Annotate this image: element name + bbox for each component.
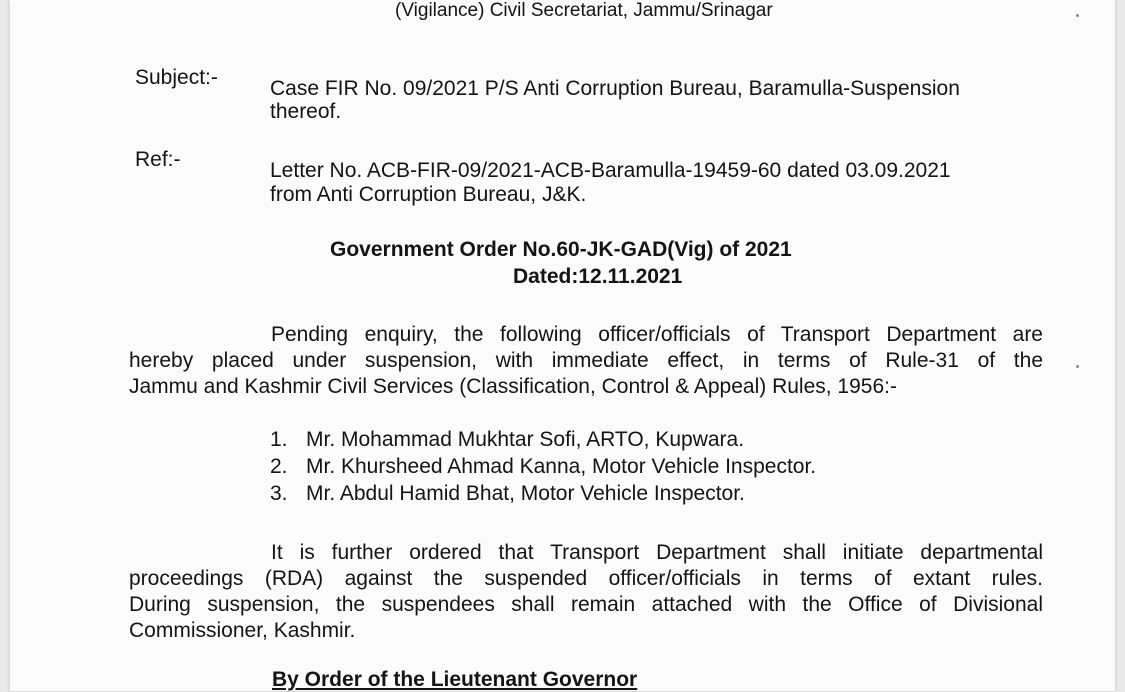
subject-text-line-1: Case FIR No. 09/2021 P/S Anti Corruption Bureau, Baramulla-Suspension	[270, 77, 960, 100]
list-item-number: 2.	[270, 455, 288, 478]
paragraph-line: proceedings (RDA) against the suspended officer/officials in terms of extant rules.	[129, 567, 1043, 590]
paragraph-line: Commissioner, Kashmir.	[129, 619, 356, 642]
list-item-number: 1.	[270, 428, 288, 451]
paragraph-line: It is further ordered that Transport Department shall initiate departmental	[271, 541, 1043, 564]
paragraph-line: During suspension, the suspendees shall remain attached with the Office of Divisional	[129, 593, 1043, 616]
list-item	[270, 426, 816, 453]
list-item	[270, 453, 816, 480]
officials-list	[270, 426, 816, 507]
list-item-text: Mr. Mohammad Mukhtar Sofi, ARTO, Kupwara.	[306, 428, 745, 451]
document-page	[10, 0, 1115, 691]
office-header-line: (Vigilance) Civil Secretariat, Jammu/Srinagar	[395, 0, 773, 21]
further-order-paragraph	[129, 540, 1043, 644]
paragraph-line: Pending enquiry, the following officer/officials of Transport Department are	[271, 323, 1043, 346]
list-item-text: Mr. Abdul Hamid Bhat, Motor Vehicle Inspector.	[306, 482, 745, 505]
scan-speck	[1076, 14, 1079, 17]
authority-line: By Order of the Lieutenant Governor	[272, 668, 638, 691]
subject-label: Subject:-	[135, 66, 218, 89]
order-title: Government Order No.60-JK-GAD(Vig) of 2021	[330, 238, 792, 261]
suspension-paragraph	[129, 322, 1043, 400]
order-date: Dated:12.11.2021	[513, 265, 683, 288]
list-item	[270, 480, 816, 507]
paragraph-line: hereby placed under suspension, with immediate effect, in terms of Rule-31 of the	[129, 349, 1043, 372]
list-item-text: Mr. Khursheed Ahmad Kanna, Motor Vehicle Inspector.	[306, 455, 817, 478]
reference-text-line-1: Letter No. ACB-FIR-09/2021-ACB-Baramulla-19459-60 dated 03.09.2021	[270, 159, 951, 182]
scan-speck	[1076, 365, 1079, 368]
list-item-number: 3.	[270, 482, 288, 505]
subject-text-line-2: thereof.	[270, 100, 342, 123]
paragraph-line: Jammu and Kashmir Civil Services (Classification, Control & Appeal) Rules, 1956:-	[129, 375, 897, 398]
reference-text-line-2: from Anti Corruption Bureau, J&K.	[270, 183, 587, 206]
reference-label: Ref:-	[135, 148, 181, 171]
